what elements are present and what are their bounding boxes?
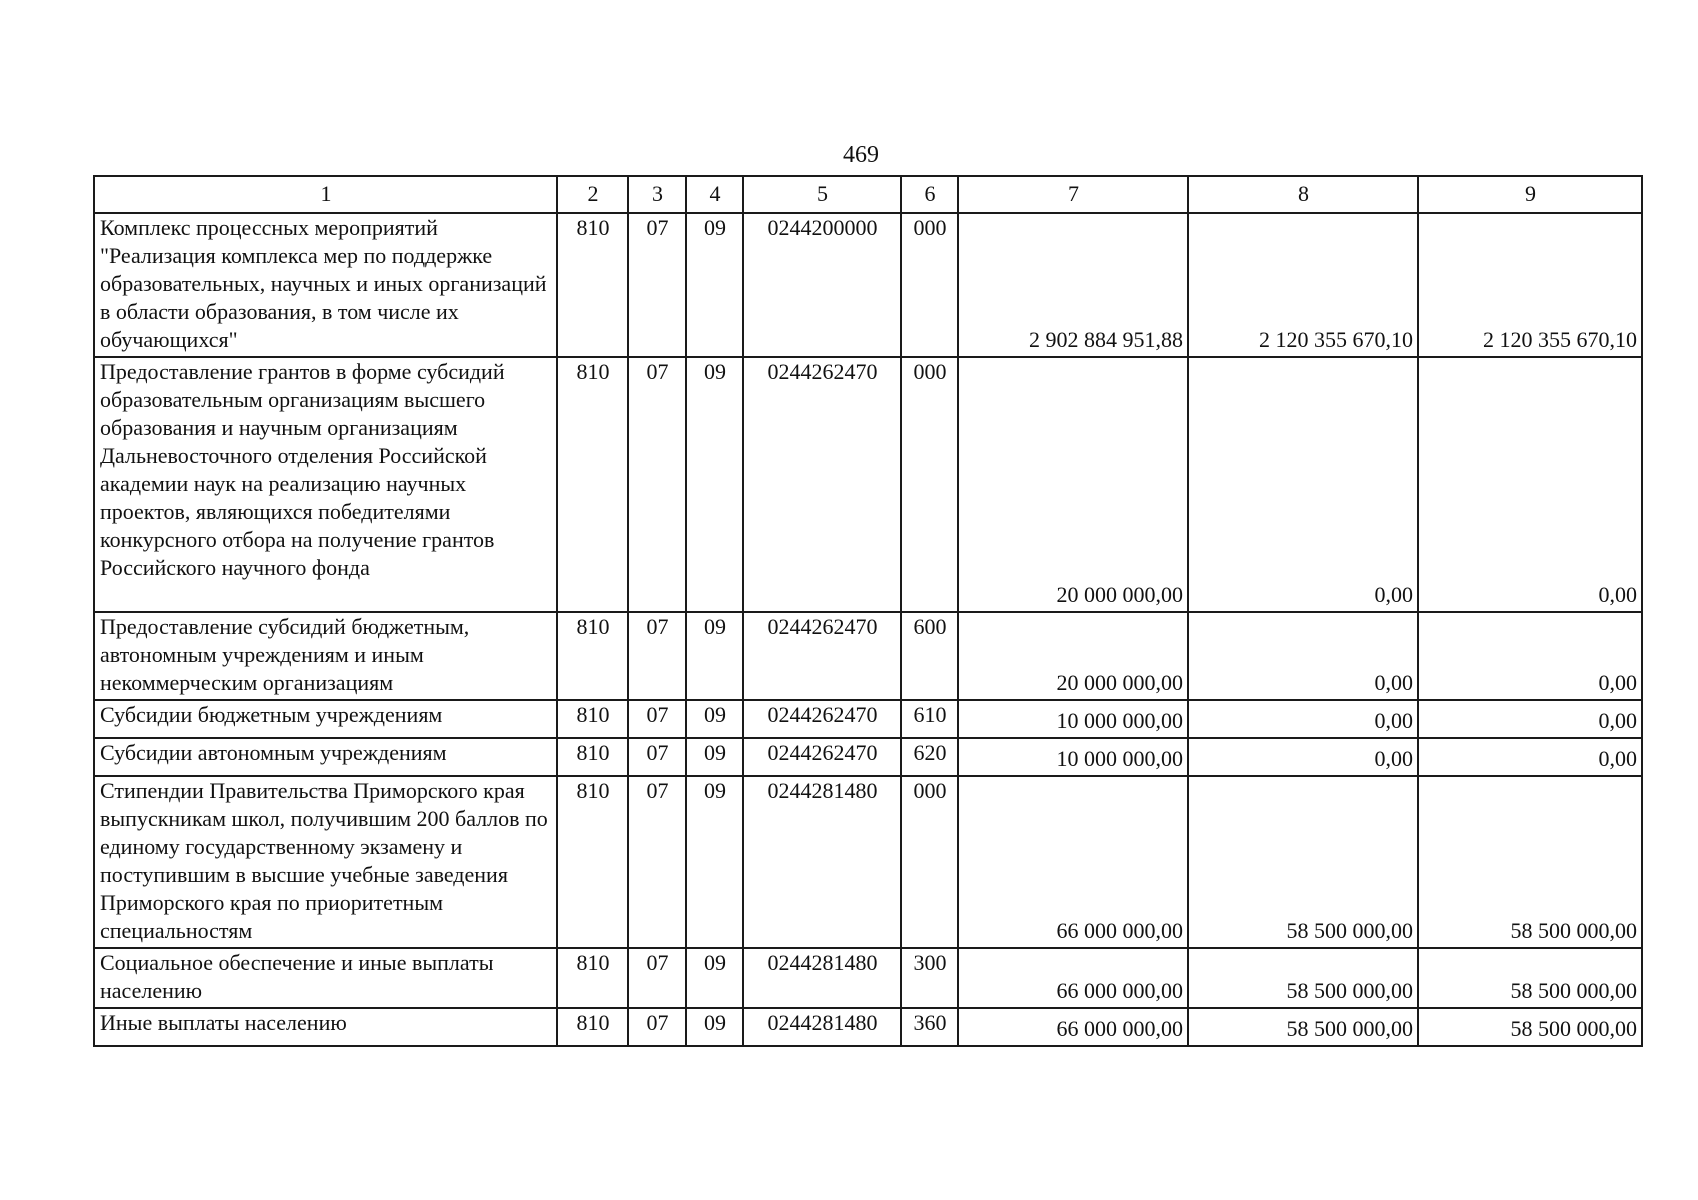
amount-col7-cell: 20 000 000,00 — [958, 357, 1188, 612]
target-article-cell: 0244281480 — [743, 776, 901, 948]
column-header: 2 — [557, 176, 628, 213]
amount-col9-cell: 0,00 — [1418, 738, 1642, 776]
table-header-row — [94, 176, 1642, 213]
table-row — [94, 357, 1642, 612]
budget-table — [93, 175, 1643, 1047]
column-header: 8 — [1188, 176, 1418, 213]
column-header: 1 — [94, 176, 557, 213]
target-article-cell: 0244262470 — [743, 700, 901, 738]
amount-col9-cell: 0,00 — [1418, 612, 1642, 700]
amount-col9-cell: 58 500 000,00 — [1418, 776, 1642, 948]
amount-col8-cell: 0,00 — [1188, 612, 1418, 700]
target-article-cell: 0244262470 — [743, 738, 901, 776]
section-code-cell: 07 — [628, 700, 686, 738]
column-header: 6 — [901, 176, 958, 213]
amount-col8-cell: 0,00 — [1188, 357, 1418, 612]
expense-type-cell: 610 — [901, 700, 958, 738]
column-header: 9 — [1418, 176, 1642, 213]
target-article-cell: 0244281480 — [743, 1008, 901, 1046]
section-code-cell: 07 — [628, 948, 686, 1008]
page-number: 469 — [843, 142, 879, 168]
column-header: 3 — [628, 176, 686, 213]
table-row — [94, 1008, 1642, 1046]
amount-col7-cell: 20 000 000,00 — [958, 612, 1188, 700]
expense-type-cell: 000 — [901, 357, 958, 612]
table-row — [94, 213, 1642, 357]
amount-col7-cell: 66 000 000,00 — [958, 1008, 1188, 1046]
amount-col7-cell: 10 000 000,00 — [958, 700, 1188, 738]
subsection-code-cell: 09 — [686, 612, 743, 700]
table-row — [94, 612, 1642, 700]
expense-type-cell: 300 — [901, 948, 958, 1008]
ministry-code-cell: 810 — [557, 948, 628, 1008]
section-code-cell: 07 — [628, 1008, 686, 1046]
subsection-code-cell: 09 — [686, 213, 743, 357]
section-code-cell: 07 — [628, 357, 686, 612]
amount-col9-cell: 0,00 — [1418, 357, 1642, 612]
amount-col8-cell: 58 500 000,00 — [1188, 948, 1418, 1008]
subsection-code-cell: 09 — [686, 738, 743, 776]
item-name-cell: Предоставление грантов в форме субсидий образовательным организациям высшего образования и научным организациям Дальневосточного отделения Российской академии наук на реализацию научных проектов, являющихся победителями конкурсного отбора на получение грантов Российского научного фонда — [94, 357, 557, 612]
target-article-cell: 0244262470 — [743, 357, 901, 612]
amount-col7-cell: 2 902 884 951,88 — [958, 213, 1188, 357]
expense-type-cell: 360 — [901, 1008, 958, 1046]
amount-col7-cell: 66 000 000,00 — [958, 948, 1188, 1008]
target-article-cell: 0244200000 — [743, 213, 901, 357]
subsection-code-cell: 09 — [686, 700, 743, 738]
amount-col9-cell: 0,00 — [1418, 700, 1642, 738]
amount-col8-cell: 58 500 000,00 — [1188, 1008, 1418, 1046]
ministry-code-cell: 810 — [557, 213, 628, 357]
section-code-cell: 07 — [628, 213, 686, 357]
section-code-cell: 07 — [628, 612, 686, 700]
ministry-code-cell: 810 — [557, 1008, 628, 1046]
subsection-code-cell: 09 — [686, 357, 743, 612]
item-name-cell: Стипендии Правительства Приморского края выпускникам школ, получившим 200 баллов по единому государственному экзамену и поступившим в высшие учебные заведения Приморского края по приоритетным специальностям — [94, 776, 557, 948]
item-name-cell: Субсидии автономным учреждениям — [94, 738, 557, 776]
target-article-cell: 0244262470 — [743, 612, 901, 700]
amount-col9-cell: 58 500 000,00 — [1418, 1008, 1642, 1046]
amount-col7-cell: 66 000 000,00 — [958, 776, 1188, 948]
amount-col9-cell: 2 120 355 670,10 — [1418, 213, 1642, 357]
amount-col9-cell: 58 500 000,00 — [1418, 948, 1642, 1008]
expense-type-cell: 620 — [901, 738, 958, 776]
amount-col8-cell: 2 120 355 670,10 — [1188, 213, 1418, 357]
section-code-cell: 07 — [628, 738, 686, 776]
amount-col8-cell: 0,00 — [1188, 700, 1418, 738]
item-name-cell: Социальное обеспечение и иные выплаты населению — [94, 948, 557, 1008]
table-row — [94, 738, 1642, 776]
subsection-code-cell: 09 — [686, 1008, 743, 1046]
column-header: 4 — [686, 176, 743, 213]
target-article-cell: 0244281480 — [743, 948, 901, 1008]
table-row — [94, 948, 1642, 1008]
subsection-code-cell: 09 — [686, 948, 743, 1008]
table-row — [94, 700, 1642, 738]
amount-col7-cell: 10 000 000,00 — [958, 738, 1188, 776]
subsection-code-cell: 09 — [686, 776, 743, 948]
column-header: 7 — [958, 176, 1188, 213]
amount-col8-cell: 58 500 000,00 — [1188, 776, 1418, 948]
item-name-cell: Комплекс процессных мероприятий "Реализация комплекса мер по поддержке образовательных, научных и иных организаций в области образования, в том числе их обучающихся" — [94, 213, 557, 357]
ministry-code-cell: 810 — [557, 738, 628, 776]
section-code-cell: 07 — [628, 776, 686, 948]
ministry-code-cell: 810 — [557, 357, 628, 612]
table-row — [94, 776, 1642, 948]
expense-type-cell: 000 — [901, 776, 958, 948]
ministry-code-cell: 810 — [557, 776, 628, 948]
expense-type-cell: 600 — [901, 612, 958, 700]
column-header: 5 — [743, 176, 901, 213]
item-name-cell: Иные выплаты населению — [94, 1008, 557, 1046]
ministry-code-cell: 810 — [557, 612, 628, 700]
ministry-code-cell: 810 — [557, 700, 628, 738]
amount-col8-cell: 0,00 — [1188, 738, 1418, 776]
expense-type-cell: 000 — [901, 213, 958, 357]
item-name-cell: Субсидии бюджетным учреждениям — [94, 700, 557, 738]
item-name-cell: Предоставление субсидий бюджетным, автономным учреждениям и иным некоммерческим организациям — [94, 612, 557, 700]
